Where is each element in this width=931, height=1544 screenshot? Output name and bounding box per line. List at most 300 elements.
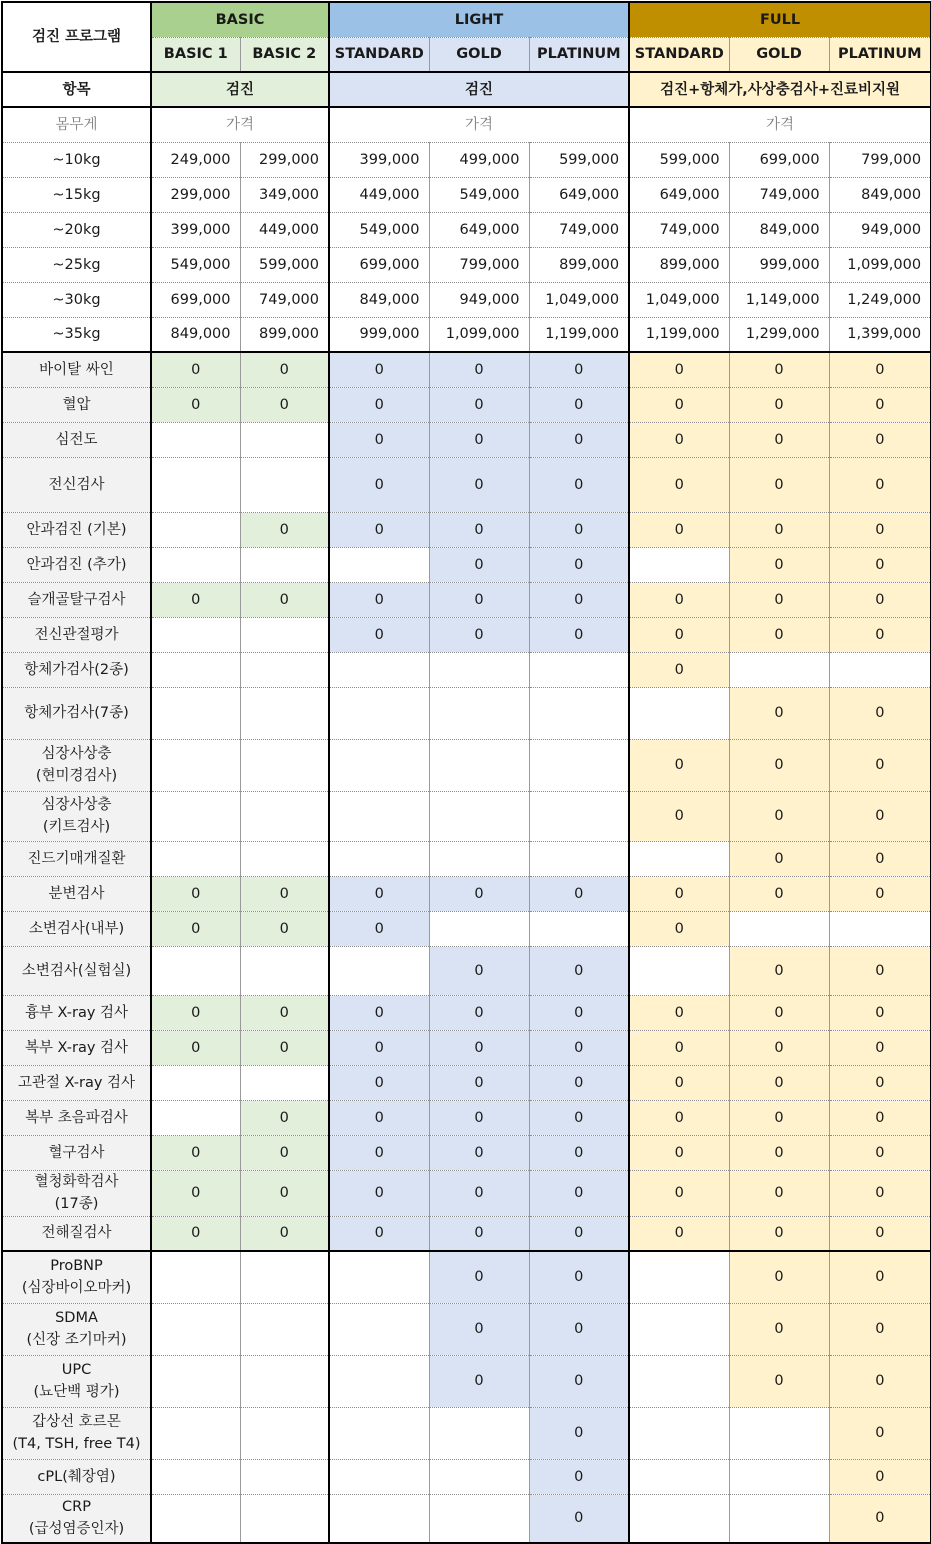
item-mark: 0: [329, 387, 429, 422]
item-name: [2, 1251, 151, 1303]
column-header: GOLD: [729, 37, 829, 72]
item-mark: 0: [629, 911, 729, 946]
table-row: [2, 739, 931, 791]
item-name: [2, 687, 151, 739]
item-mark: [729, 652, 829, 687]
price-cell: 599,000: [529, 142, 629, 177]
item-mark: 0: [829, 1355, 931, 1407]
item-mark: [529, 791, 629, 841]
item-mark: [240, 687, 329, 739]
item-mark: 0: [151, 1216, 240, 1251]
price-cell: 1,049,000: [629, 282, 729, 317]
item-name-line: 전신관절평가: [34, 626, 119, 643]
column-header: PLATINUM: [529, 37, 629, 72]
item-name: [2, 1494, 151, 1543]
item-mark: 0: [829, 1100, 931, 1135]
column-header: STANDARD: [629, 37, 729, 72]
item-mark: 0: [529, 547, 629, 582]
item-mark: 0: [529, 1407, 629, 1459]
item-name-line: 흉부 X-ray 검사: [24, 1004, 129, 1021]
group-description: 검진: [329, 72, 629, 107]
item-mark: 0: [629, 739, 729, 791]
item-mark: [329, 652, 429, 687]
table-row: [2, 582, 931, 617]
column-header: PLATINUM: [829, 37, 931, 72]
item-mark: [240, 1355, 329, 1407]
item-mark: 0: [729, 512, 829, 547]
item-mark: 0: [529, 1216, 629, 1251]
item-name-line: (심장바이오마커): [21, 1280, 132, 1297]
item-mark: 0: [829, 1459, 931, 1494]
item-mark: [151, 739, 240, 791]
item-mark: 0: [829, 1494, 931, 1543]
item-name: [2, 1459, 151, 1494]
item-mark: 0: [829, 1030, 931, 1065]
item-mark: [629, 841, 729, 876]
price-cell: 449,000: [329, 177, 429, 212]
item-name: [2, 1216, 151, 1251]
item-mark: 0: [529, 512, 629, 547]
table-row: [2, 791, 931, 841]
item-mark: [529, 652, 629, 687]
item-mark: 0: [529, 1100, 629, 1135]
item-name-line: CRP: [62, 1499, 91, 1516]
item-mark: 0: [429, 512, 529, 547]
item-name: [2, 876, 151, 911]
item-mark: 0: [629, 1216, 729, 1251]
price-cell: 249,000: [151, 142, 240, 177]
item-name: [2, 512, 151, 547]
item-mark: 0: [729, 547, 829, 582]
table-row: [2, 1216, 931, 1251]
column-header: GOLD: [429, 37, 529, 72]
price-cell: 999,000: [329, 317, 429, 352]
item-mark: 0: [529, 617, 629, 652]
weight-cell: ~10kg: [2, 142, 151, 177]
item-mark: [151, 1303, 240, 1355]
item-mark: [329, 1355, 429, 1407]
item-name: [2, 582, 151, 617]
item-mark: 0: [429, 422, 529, 457]
item-mark: [629, 1494, 729, 1543]
price-cell: 849,000: [829, 177, 931, 212]
item-mark: [240, 1065, 329, 1100]
item-name: [2, 457, 151, 512]
item-name-line: ProBNP: [50, 1258, 103, 1275]
price-cell: 599,000: [629, 142, 729, 177]
item-label: 항목: [2, 72, 151, 107]
item-mark: 0: [529, 1459, 629, 1494]
item-mark: 0: [151, 995, 240, 1030]
item-mark: [240, 1251, 329, 1303]
table-row: [2, 512, 931, 547]
item-mark: [240, 946, 329, 995]
table-row: [2, 1459, 931, 1494]
item-mark: 0: [151, 1135, 240, 1170]
item-mark: 0: [429, 547, 529, 582]
table-row: [2, 687, 931, 739]
health-checkup-table: [1, 1, 931, 1544]
item-mark: [329, 1407, 429, 1459]
item-mark: 0: [729, 1355, 829, 1407]
table-row: [2, 841, 931, 876]
item-name-line: (신장 조기마커): [26, 1332, 127, 1348]
item-mark: 0: [151, 582, 240, 617]
price-cell: 749,000: [240, 282, 329, 317]
item-mark: 0: [829, 547, 931, 582]
item-mark: 0: [829, 1135, 931, 1170]
item-mark: [240, 457, 329, 512]
table-row: [2, 876, 931, 911]
item-mark: 0: [429, 387, 529, 422]
weight-cell: ~25kg: [2, 247, 151, 282]
item-mark: [240, 1459, 329, 1494]
price-cell: 1,399,000: [829, 317, 931, 352]
item-mark: 0: [829, 739, 931, 791]
item-name: [2, 791, 151, 841]
item-mark: [329, 1303, 429, 1355]
item-name-line: 항체가검사(7종): [24, 705, 129, 721]
item-mark: 0: [529, 352, 629, 387]
item-mark: 0: [829, 1065, 931, 1100]
item-mark: 0: [240, 387, 329, 422]
item-mark: [240, 617, 329, 652]
price-cell: 799,000: [829, 142, 931, 177]
item-name: [2, 1100, 151, 1135]
item-mark: [240, 547, 329, 582]
weight-cell: ~15kg: [2, 177, 151, 212]
item-mark: 0: [329, 1100, 429, 1135]
item-mark: [329, 1459, 429, 1494]
item-name-line: 혈청화학검사: [34, 1174, 119, 1190]
item-name-line: UPC: [61, 1362, 92, 1378]
price-cell: 899,000: [240, 317, 329, 352]
item-mark: 0: [329, 995, 429, 1030]
table-row: [2, 247, 931, 282]
item-mark: [240, 1407, 329, 1459]
item-mark: [629, 1355, 729, 1407]
item-mark: 0: [829, 687, 931, 739]
item-mark: 0: [629, 617, 729, 652]
item-mark: 0: [429, 1216, 529, 1251]
price-cell: 1,099,000: [429, 317, 529, 352]
item-mark: 0: [529, 1170, 629, 1216]
item-mark: [151, 1065, 240, 1100]
item-mark: 0: [629, 352, 729, 387]
item-mark: 0: [429, 1355, 529, 1407]
item-name: [2, 841, 151, 876]
item-mark: 0: [729, 1100, 829, 1135]
item-name-line: 안과검진 (기본): [26, 521, 127, 538]
item-mark: 0: [629, 995, 729, 1030]
table-row: [2, 946, 931, 995]
item-mark: 0: [529, 1355, 629, 1407]
weight-cell: ~30kg: [2, 282, 151, 317]
item-mark: [151, 841, 240, 876]
item-mark: [429, 911, 529, 946]
price-cell: 699,000: [329, 247, 429, 282]
item-mark: 0: [729, 1065, 829, 1100]
item-mark: 0: [151, 1030, 240, 1065]
item-mark: [240, 739, 329, 791]
group-header-full: FULL: [629, 2, 931, 37]
item-mark: 0: [529, 582, 629, 617]
item-name-line: 혈구검사: [48, 1144, 105, 1161]
item-name-line: (키트검사): [42, 819, 111, 835]
item-mark: 0: [629, 1100, 729, 1135]
item-mark: [629, 1459, 729, 1494]
item-mark: 0: [729, 1170, 829, 1216]
item-mark: 0: [429, 946, 529, 995]
weight-label: 몸무게: [2, 107, 151, 142]
item-mark: 0: [429, 1030, 529, 1065]
item-mark: 0: [629, 1065, 729, 1100]
table-row: [2, 547, 931, 582]
item-mark: 0: [329, 582, 429, 617]
item-mark: [151, 1251, 240, 1303]
item-mark: [529, 687, 629, 739]
table-row: [2, 352, 931, 387]
price-cell: 849,000: [151, 317, 240, 352]
item-mark: 0: [829, 841, 931, 876]
item-mark: [329, 791, 429, 841]
item-mark: 0: [729, 457, 829, 512]
item-mark: [151, 617, 240, 652]
item-name-line: 심장사상충: [41, 746, 112, 762]
item-mark: 0: [151, 387, 240, 422]
item-mark: 0: [729, 1135, 829, 1170]
item-name: [2, 352, 151, 387]
item-mark: 0: [829, 995, 931, 1030]
item-mark: 0: [629, 1170, 729, 1216]
item-name: [2, 1135, 151, 1170]
item-mark: [429, 652, 529, 687]
item-name: [2, 422, 151, 457]
table-row: [2, 1494, 931, 1543]
item-mark: 0: [429, 995, 529, 1030]
item-mark: 0: [240, 352, 329, 387]
item-mark: 0: [629, 582, 729, 617]
price-cell: 699,000: [151, 282, 240, 317]
item-name: [2, 1355, 151, 1407]
item-mark: 0: [329, 617, 429, 652]
item-name-line: 심장사상충: [41, 797, 112, 813]
item-mark: 0: [329, 876, 429, 911]
item-mark: 0: [429, 1251, 529, 1303]
item-mark: [329, 1251, 429, 1303]
item-name: [2, 387, 151, 422]
item-mark: [429, 687, 529, 739]
item-mark: 0: [629, 791, 729, 841]
price-cell: 499,000: [429, 142, 529, 177]
table-row: [2, 1355, 931, 1407]
price-cell: 699,000: [729, 142, 829, 177]
item-name-line: 소변검사(내부): [28, 920, 125, 937]
item-mark: [329, 739, 429, 791]
item-mark: 0: [829, 1303, 931, 1355]
price-cell: 299,000: [240, 142, 329, 177]
item-name: [2, 995, 151, 1030]
price-cell: 1,149,000: [729, 282, 829, 317]
table-row: [2, 177, 931, 212]
price-cell: 649,000: [529, 177, 629, 212]
table-row: [2, 142, 931, 177]
item-name: [2, 911, 151, 946]
item-mark: [151, 1459, 240, 1494]
price-cell: 549,000: [429, 177, 529, 212]
price-label: 가격: [629, 107, 931, 142]
item-mark: [240, 652, 329, 687]
item-mark: 0: [429, 352, 529, 387]
item-mark: [151, 1407, 240, 1459]
item-mark: [240, 1303, 329, 1355]
item-name-line: 진드기매개질환: [27, 850, 126, 867]
item-mark: 0: [829, 1407, 931, 1459]
item-mark: 0: [429, 1170, 529, 1216]
item-name: [2, 1030, 151, 1065]
table-row: [2, 995, 931, 1030]
item-mark: 0: [529, 1494, 629, 1543]
item-mark: 0: [329, 352, 429, 387]
item-mark: [629, 687, 729, 739]
item-name-line: 소변검사(실험실): [21, 962, 132, 979]
item-mark: 0: [829, 352, 931, 387]
item-mark: [151, 422, 240, 457]
item-name-line: (T4, TSH, free T4): [12, 1436, 141, 1452]
item-mark: 0: [629, 457, 729, 512]
table-row: [2, 1303, 931, 1355]
item-mark: [240, 841, 329, 876]
item-mark: 0: [429, 1065, 529, 1100]
item-mark: 0: [729, 422, 829, 457]
item-mark: 0: [329, 911, 429, 946]
item-mark: [829, 652, 931, 687]
item-name-line: 복부 초음파검사: [25, 1109, 128, 1126]
item-mark: 0: [829, 1216, 931, 1251]
table-row: [2, 1251, 931, 1303]
item-name-line: (현미경검사): [35, 768, 118, 784]
item-mark: [629, 1251, 729, 1303]
table-row: [2, 422, 931, 457]
group-description: 검진+항체가,사상충검사+진료비지원: [629, 72, 931, 107]
item-mark: [240, 791, 329, 841]
price-cell: 599,000: [240, 247, 329, 282]
item-mark: [151, 547, 240, 582]
column-header: STANDARD: [329, 37, 429, 72]
item-mark: 0: [829, 1170, 931, 1216]
item-mark: 0: [329, 1030, 429, 1065]
item-mark: 0: [529, 1065, 629, 1100]
item-name-line: SDMA: [55, 1310, 98, 1326]
item-mark: 0: [240, 1030, 329, 1065]
item-mark: 0: [240, 995, 329, 1030]
item-mark: [629, 547, 729, 582]
item-mark: 0: [629, 387, 729, 422]
item-mark: 0: [829, 617, 931, 652]
item-mark: [429, 739, 529, 791]
item-name: [2, 617, 151, 652]
price-cell: 399,000: [329, 142, 429, 177]
item-mark: 0: [729, 687, 829, 739]
column-header: BASIC 1: [151, 37, 240, 72]
price-cell: 749,000: [729, 177, 829, 212]
table-row: [2, 212, 931, 247]
item-mark: 0: [529, 387, 629, 422]
item-mark: 0: [240, 1135, 329, 1170]
item-mark: [151, 946, 240, 995]
item-mark: [429, 1494, 529, 1543]
item-mark: 0: [329, 422, 429, 457]
item-mark: [529, 841, 629, 876]
item-name-line: cPL(췌장염): [37, 1468, 116, 1485]
item-mark: 0: [329, 1135, 429, 1170]
item-mark: 0: [729, 791, 829, 841]
item-mark: 0: [329, 1170, 429, 1216]
item-mark: [429, 1459, 529, 1494]
item-mark: 0: [429, 1303, 529, 1355]
item-mark: [729, 1494, 829, 1543]
item-mark: 0: [240, 1216, 329, 1251]
item-mark: [629, 946, 729, 995]
price-cell: 1,049,000: [529, 282, 629, 317]
item-mark: 0: [829, 791, 931, 841]
item-mark: [151, 687, 240, 739]
price-cell: 649,000: [629, 177, 729, 212]
item-mark: [329, 1494, 429, 1543]
price-cell: 1,099,000: [829, 247, 931, 282]
item-mark: 0: [629, 652, 729, 687]
item-name-line: 고관절 X-ray 검사: [17, 1074, 136, 1091]
item-mark: 0: [529, 1135, 629, 1170]
item-mark: 0: [240, 876, 329, 911]
item-mark: 0: [429, 876, 529, 911]
item-name: [2, 1065, 151, 1100]
item-mark: 0: [429, 1100, 529, 1135]
item-mark: [329, 841, 429, 876]
item-mark: [529, 911, 629, 946]
item-mark: 0: [729, 1030, 829, 1065]
item-mark: 0: [829, 457, 931, 512]
item-mark: [729, 911, 829, 946]
item-name-line: 슬개골탈구검사: [27, 591, 126, 608]
item-mark: [151, 1355, 240, 1407]
item-mark: [829, 911, 931, 946]
item-mark: [151, 512, 240, 547]
item-mark: 0: [529, 1251, 629, 1303]
item-name: [2, 1170, 151, 1216]
item-mark: 0: [729, 876, 829, 911]
item-mark: 0: [529, 1303, 629, 1355]
item-mark: 0: [240, 1100, 329, 1135]
item-mark: 0: [829, 387, 931, 422]
item-mark: [151, 791, 240, 841]
table-row: [2, 282, 931, 317]
price-cell: 749,000: [629, 212, 729, 247]
item-mark: 0: [529, 457, 629, 512]
item-name-line: 항체가검사(2종): [24, 661, 129, 678]
group-header-light: LIGHT: [329, 2, 629, 37]
table-row: [2, 2, 931, 37]
item-name: [2, 946, 151, 995]
item-mark: 0: [729, 352, 829, 387]
price-cell: 749,000: [529, 212, 629, 247]
item-mark: [729, 1459, 829, 1494]
item-mark: [329, 547, 429, 582]
item-mark: 0: [729, 995, 829, 1030]
item-mark: 0: [151, 876, 240, 911]
item-mark: [151, 457, 240, 512]
item-mark: 0: [629, 1030, 729, 1065]
